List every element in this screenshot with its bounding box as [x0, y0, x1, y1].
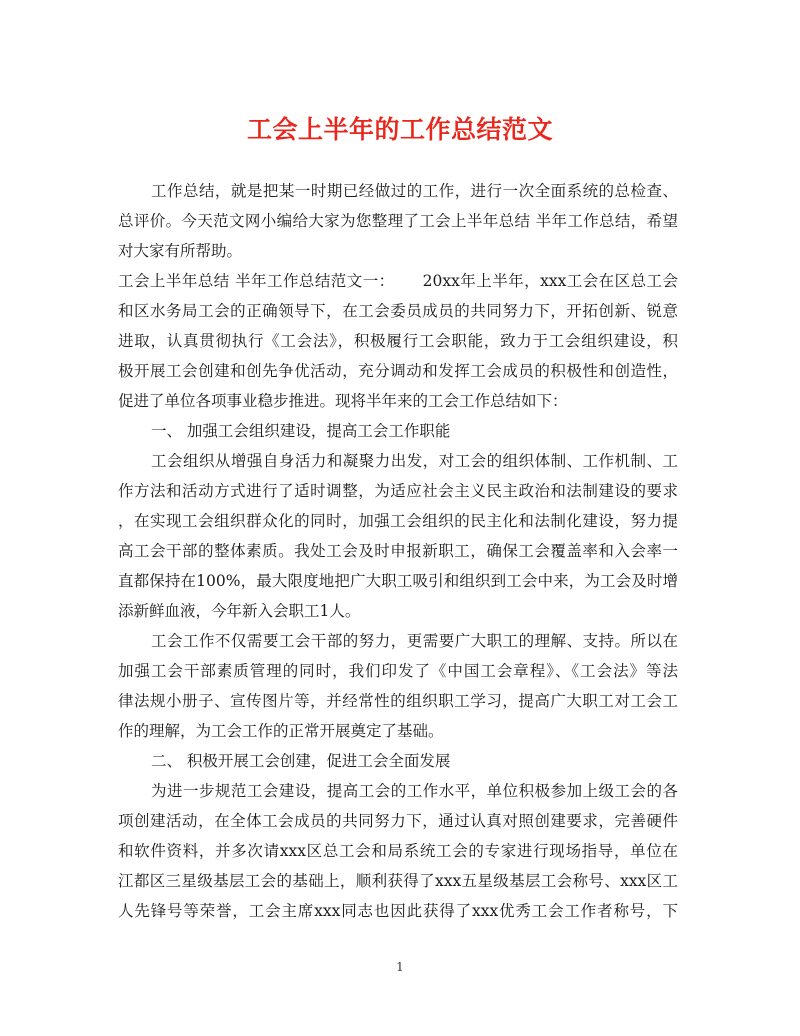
- text-segment: 20xx年上半年，xxx工会在区总工会: [422, 272, 678, 290]
- text-line: 和软件资料，并多次请xxx区总工会和局系统工会的专家进行现场指导，单位在: [118, 842, 678, 860]
- text-line: 直都保持在100%，最大限度地把广大职工吸引和组织到工会中来，为工会及时增: [118, 572, 678, 590]
- text-line: 项创建活动，在全体工会成员的共同努力下，通过认真对照创建要求，完善硬件: [118, 812, 678, 830]
- text-line: 添新鲜血液，今年新入会职工1人。: [118, 602, 361, 620]
- section-heading: 一、 加强工会组织建设，提高工会工作职能: [151, 422, 451, 440]
- text-line: 加强工会干部素质管理的同时，我们印发了《中国工会章程》、《工会法》等法: [118, 662, 678, 680]
- text-line: 总评价。今天范文网小编给大家为您整理了工会上半年总结 半年工作总结，希望: [118, 212, 678, 230]
- text-line: 江都区三星级基层工会的基础上，顺利获得了xxx五星级基层工会称号、xxx区工: [118, 872, 678, 890]
- text-line: 工会工作不仅需要工会干部的努力，更需要广大职工的理解、支持。所以在: [151, 632, 678, 650]
- text-line: 极开展工会创建和创先争优活动，充分调动和发挥工会成员的积极性和创造性，: [118, 362, 678, 380]
- section-heading: 二、 积极开展工会创建，促进工会全面发展: [151, 752, 451, 770]
- text-line: 对大家有所帮助。: [118, 242, 243, 260]
- document-body: [118, 176, 678, 926]
- text-line: 工作总结，就是把某一时期已经做过的工作，进行一次全面系统的总检查、: [151, 182, 678, 200]
- text-line: 作的理解，为工会工作的正常开展奠定了基础。: [118, 722, 444, 740]
- page-number: 1: [396, 960, 404, 974]
- text-segment: 工会上半年总结 半年工作总结范文一：: [118, 272, 395, 290]
- text-line: 人先锋号等荣誉，工会主席xxx同志也因此获得了xxx优秀工会工作者称号，下: [118, 902, 678, 920]
- document-title: 工会上半年的工作总结范文: [246, 115, 553, 144]
- text-line: ，在实现工会组织群众化的同时，加强工会组织的民主化和法制化建设，努力提: [118, 512, 678, 530]
- text-line: 高工会干部的整体素质。我处工会及时申报新职工，确保工会覆盖率和入会率一: [118, 542, 678, 560]
- text-line: 进取，认真贯彻执行《工会法》，积极履行工会职能，致力于工会组织建设，积: [118, 332, 678, 350]
- text-line: 和区水务局工会的正确领导下，在工会委员成员的共同努力下，开拓创新、锐意: [118, 302, 678, 320]
- text-line: [118, 266, 678, 296]
- text-line: 为进一步规范工会建设，提高工会的工作水平，单位积极参加上级工会的各: [151, 782, 678, 800]
- text-line: 促进了单位各项事业稳步推进。现将半年来的工会工作总结如下：: [118, 392, 568, 410]
- text-line: 工会组织从增强自身活力和凝聚力出发，对工会的组织体制、工作机制、工: [151, 452, 678, 470]
- text-line: 律法规小册子、宣传图片等，并经常性的组织职工学习，提高广大职工对工会工: [118, 692, 678, 710]
- text-line: 作方法和活动方式进行了适时调整，为适应社会主义民主政治和法制建设的要求: [118, 482, 678, 500]
